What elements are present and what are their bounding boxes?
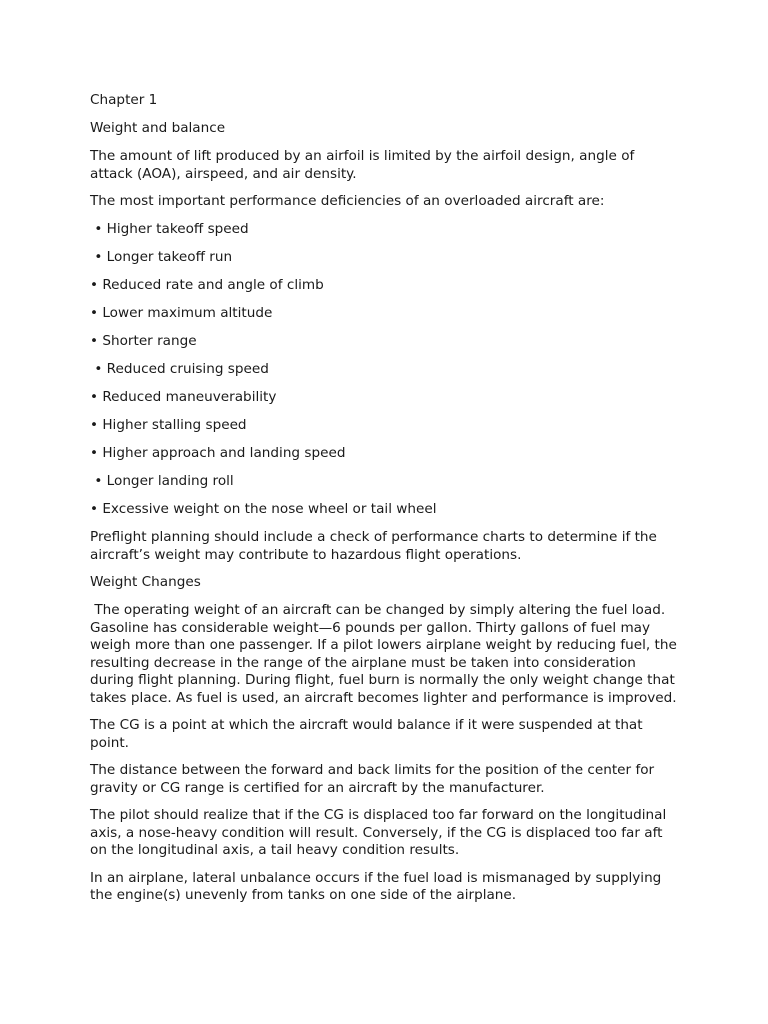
list-item: • Higher takeoff speed: [90, 221, 249, 237]
list-item: • Excessive weight on the nose wheel or tail wheel: [90, 501, 437, 517]
list-item: • Longer landing roll: [90, 473, 234, 489]
cg-range-paragraph: The distance between the forward and back limits for the position of the center for gravity or CG range is certified for an aircraft by the manufacturer.: [90, 762, 659, 796]
list-item: • Higher stalling speed: [90, 417, 247, 433]
chapter-label: Chapter 1: [90, 92, 158, 108]
deficiencies-intro: The most important performance deficiencies of an overloaded aircraft are:: [90, 193, 605, 209]
list-item: • Reduced cruising speed: [90, 361, 269, 377]
preflight-paragraph: Preflight planning should include a check of performance charts to determine if the aircraft’s weight may contribute to hazardous flight operations.: [90, 529, 662, 563]
list-item: • Reduced rate and angle of climb: [90, 277, 324, 293]
list-item: • Reduced maneuverability: [90, 389, 277, 405]
section-title: Weight and balance: [90, 120, 226, 136]
weight-changes-heading: Weight Changes: [90, 574, 201, 590]
list-item: • Longer takeoff run: [90, 249, 233, 265]
weight-changes-paragraph: The operating weight of an aircraft can be changed by simply altering the fuel load. Gasoline has considerable weight—6 pounds per gallon. Thirty gallons of fuel may weigh more than one passenger. If a pilot lowers airplane weight by reducing fuel, the resulting decrease in the range of the airplane must be taken into consideration during flight planning. During flight, fuel burn is normally the only weight change that takes place. As fuel is used, an aircraft becomes lighter and performance is improved.: [90, 602, 682, 706]
intro-paragraph: The amount of lift produced by an airfoil is limited by the airfoil design, angle of attack (AOA), airspeed, and air density.: [90, 148, 639, 182]
cg-definition-paragraph: The CG is a point at which the aircraft would balance if it were suspended at that point.: [90, 717, 647, 751]
cg-displaced-paragraph: The pilot should realize that if the CG is displaced too far forward on the longitudinal axis, a nose-heavy condition will result. Conversely, if the CG is displaced too far aft on the longitudinal axis, a tail heavy condition results.: [90, 807, 671, 858]
deficiencies-list: [90, 221, 678, 519]
list-item: • Shorter range: [90, 333, 197, 349]
lateral-unbalance-paragraph: In an airplane, lateral unbalance occurs if the fuel load is mismanaged by supplying the engine(s) unevenly from tanks on one side of the airplane.: [90, 869, 666, 903]
list-item: • Lower maximum altitude: [90, 305, 273, 321]
list-item: • Higher approach and landing speed: [90, 445, 346, 461]
